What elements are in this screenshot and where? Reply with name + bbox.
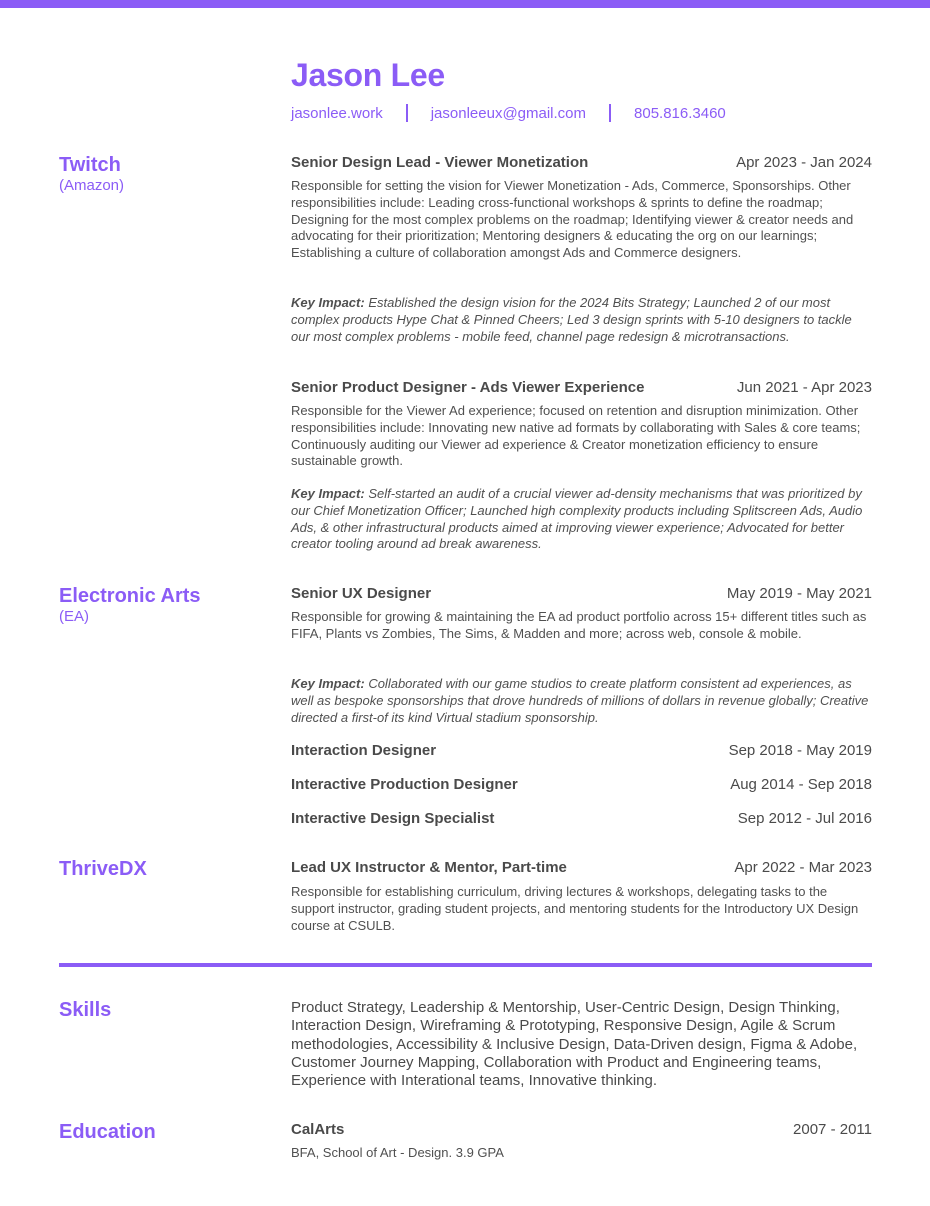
role-title: Senior Design Lead - Viewer Monetization <box>291 154 589 171</box>
role-dates: Apr 2022 - Mar 2023 <box>734 859 872 876</box>
role-dates: May 2019 - May 2021 <box>726 585 872 602</box>
email-link[interactable]: jasonleeux@gmail.com <box>430 104 587 122</box>
key-impact-label: Key Impact: <box>291 676 365 691</box>
role-header <box>291 379 872 396</box>
section-divider <box>59 963 872 967</box>
school-name: CalArts <box>291 1121 345 1138</box>
role-header <box>291 859 872 876</box>
phone-number[interactable]: 805.816.3460 <box>634 104 726 122</box>
role-header <box>291 742 872 759</box>
role-description: Responsible for the Viewer Ad experience; focused on retention and disruption minimization. Other responsibilities include: Innovating new native ad formats by collaborating with Sales & core teams; Continuously auditing our Viewer ad experience & Creator monetization efficiency to ensure sustainable growth. <box>291 403 861 469</box>
key-impact-text: Established the design vision for the 2024 Bits Strategy; Launched 2 of our most complex products Hype Chat & Pinned Cheers; Led 3 design sprints with 5-10 designers to tackle our most complex problems - mobile feed, channel page redesign & microtransactions. <box>291 295 852 344</box>
skills-title: Skills <box>59 999 112 1021</box>
role-key-impact <box>291 676 872 726</box>
skills-text: Product Strategy, Leadership & Mentorship, User-Centric Design, Design Thinking, Interaction Design, Wireframing & Prototyping, Responsive Design, Agile & Scrum methodologies, Accessibility & Inclusive Design, Data-Driven design, Figma & Adobe, Customer Journey Mapping, Collaboration with Product and Engineering teams, Experience with Interational teams, Innovative thinking. <box>291 999 858 1090</box>
candidate-name: Jason Lee <box>291 57 445 93</box>
contact-separator <box>406 104 408 122</box>
education-degree: BFA, School of Art - Design. 3.9 GPA <box>291 1145 504 1160</box>
role-title: Lead UX Instructor & Mentor, Part-time <box>291 859 567 876</box>
company-ea-sub: (EA) <box>59 608 89 625</box>
role-dates: Jun 2021 - Apr 2023 <box>736 379 872 396</box>
role-dates: Sep 2012 - Jul 2016 <box>737 810 872 827</box>
company-ea: Electronic Arts <box>59 585 201 607</box>
role-title: Interactive Design Specialist <box>291 810 495 827</box>
role-header <box>291 585 872 602</box>
role-dates: Apr 2023 - Jan 2024 <box>736 154 872 171</box>
company-thrivedx: ThriveDX <box>59 858 147 880</box>
role-title: Interactive Production Designer <box>291 776 518 793</box>
role-header <box>291 810 872 827</box>
role-description: Responsible for setting the vision for Viewer Monetization - Ads, Commerce, Sponsorships. Other responsibilities include: Leading cross-functional workshops & sprints to define the roadmap; Designing for the most complex problems on the roadmap; Identifying viewer & creator needs and advocating for their prioritization; Mentoring designers & educating the org on our learnings; Establishing a culture of collaboration amongst Ads and Commerce designers. <box>291 178 854 261</box>
role-dates: Sep 2018 - May 2019 <box>728 742 872 759</box>
key-impact-label: Key Impact: <box>291 295 365 310</box>
website-link[interactable]: jasonlee.work <box>291 104 383 122</box>
role-header <box>291 776 872 793</box>
key-impact-text: Self-started an audit of a crucial viewer ad-density mechanisms that was prioritized by our Chief Monetization Officer; Launched high complexity products including Splitscreen Ads, Audio Ads, & other infrastructural products aimed at improving viewer experience; Advocated for better creator tooling around ad break awareness. <box>291 486 863 552</box>
role-description: Responsible for growing & maintaining the EA ad product portfolio across 15+ different titles such as FIFA, Plants vs Zombies, The Sims, & Madden and more; across web, console & mobile. <box>291 609 867 641</box>
role-key-impact <box>291 295 872 345</box>
education-dates: 2007 - 2011 <box>793 1121 872 1138</box>
company-twitch: Twitch <box>59 154 121 176</box>
role-header <box>291 154 872 171</box>
role-title: Interaction Designer <box>291 742 437 759</box>
key-impact-text: Collaborated with our game studios to create platform consistent ad experiences, as well as bespoke sponsorships that drove hundreds of millions of dollars in revenue globally; Creative directed a first-of its kind Virtual stadium sponsorship. <box>291 676 869 725</box>
role-key-impact <box>291 486 872 553</box>
role-dates: Aug 2014 - Sep 2018 <box>730 776 872 793</box>
company-twitch-sub: (Amazon) <box>59 177 125 194</box>
key-impact-label: Key Impact: <box>291 486 365 501</box>
contact-separator <box>609 104 611 122</box>
education-header <box>291 1121 872 1138</box>
accent-top-bar <box>0 0 930 8</box>
role-description: Responsible for establishing curriculum, driving lectures & workshops, delegating tasks to the support instructor, grading student projects, and mentoring students for the Introductory UX Design course at CSULB. <box>291 884 859 933</box>
education-title: Education <box>59 1121 156 1143</box>
role-title: Senior UX Designer <box>291 585 432 602</box>
role-title: Senior Product Designer - Ads Viewer Experience <box>291 379 645 396</box>
contact-row <box>291 104 726 122</box>
